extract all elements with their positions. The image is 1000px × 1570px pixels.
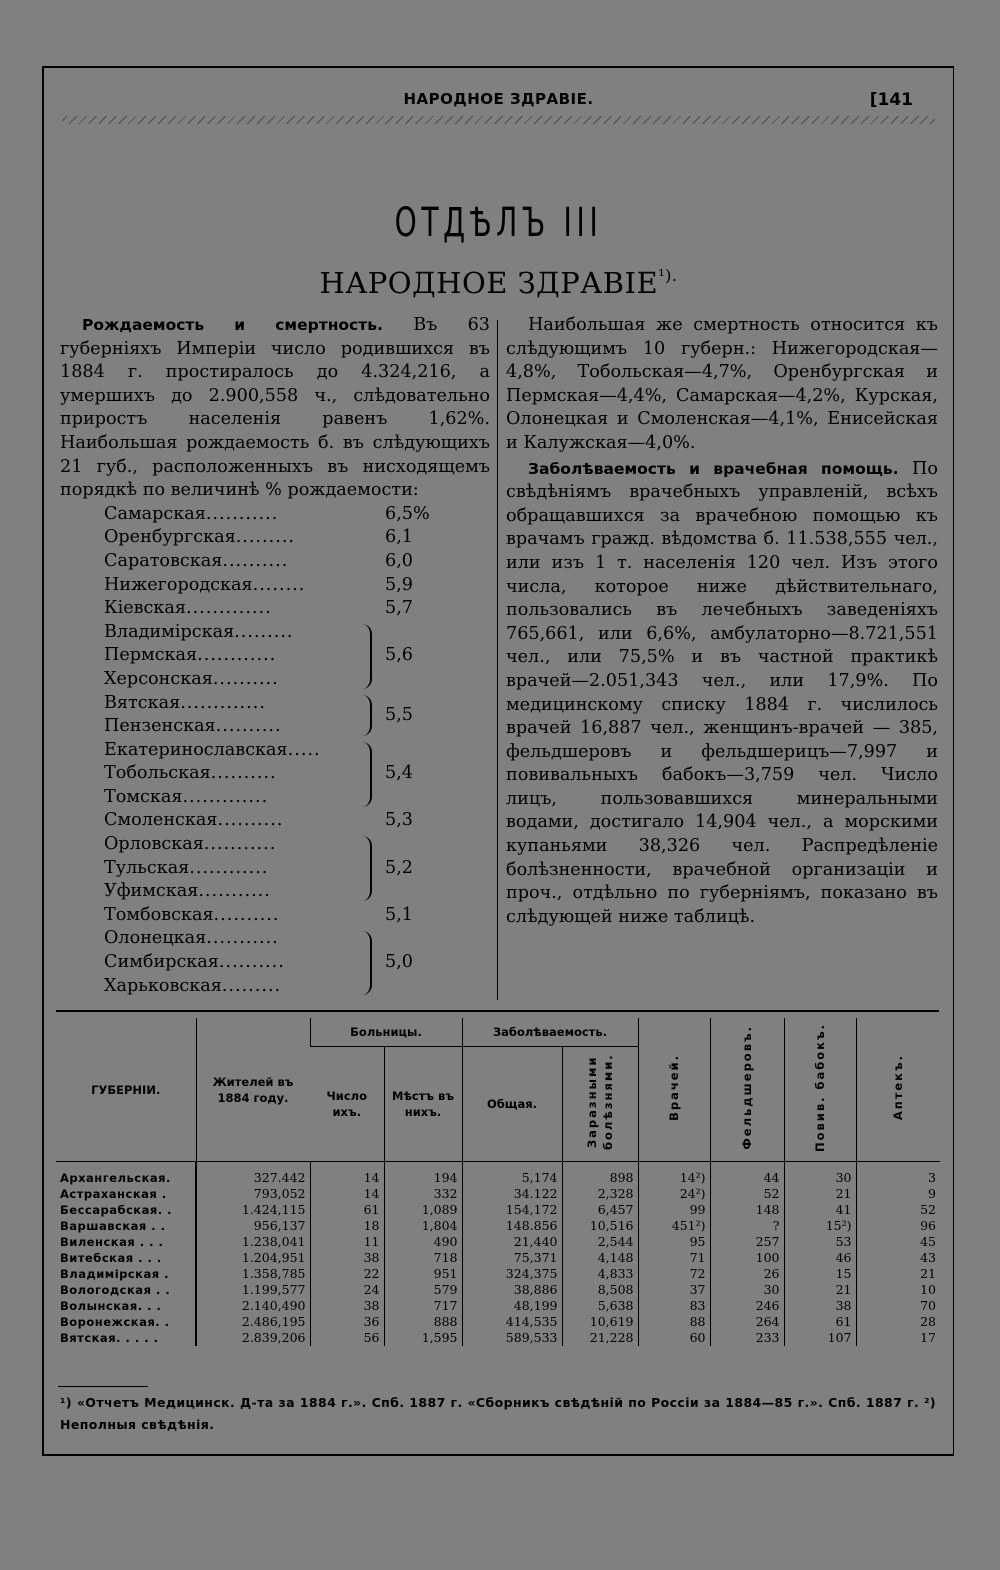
birth-rate-row <box>104 904 434 928</box>
gubernia-entry <box>104 762 277 786</box>
leader-dots: .......... <box>215 716 282 737</box>
gubernia-name: Екатеринославская <box>104 739 288 760</box>
value-cell: 43 <box>856 1250 940 1266</box>
leader-dots: ............ <box>189 857 269 878</box>
value-cell: 332 <box>384 1186 462 1202</box>
value-cell: 956,137 <box>196 1218 310 1234</box>
gubernia-cell: Астраханская . <box>60 1187 167 1201</box>
gubernia-name: Самарская <box>104 503 206 524</box>
table-top-rule <box>56 1010 939 1012</box>
birth-rate-row <box>104 526 434 550</box>
value-cell: 96 <box>856 1218 940 1234</box>
value-cell: 1.358,785 <box>196 1266 310 1282</box>
birth-rate-value: 6,5% <box>385 503 430 524</box>
table-row <box>56 1218 940 1234</box>
leader-dots: .......... <box>222 550 289 571</box>
gubernia-cell: Варшавская . . <box>60 1219 166 1233</box>
value-cell: 15 <box>784 1266 856 1282</box>
value-cell: 70 <box>856 1298 940 1314</box>
value-cell: 2,544 <box>562 1234 638 1250</box>
birth-rate-row <box>104 705 434 739</box>
page-frame <box>42 66 954 1456</box>
birth-rate-value: 5,6 <box>385 645 413 666</box>
gubernia-name: Орловская <box>104 834 204 855</box>
col-feldshers <box>710 1018 784 1162</box>
value-cell: 1,804 <box>384 1218 462 1234</box>
gubernia-entry <box>104 739 321 763</box>
gubernia-cell: Витебская . . . <box>60 1251 162 1265</box>
value-cell: 21,228 <box>562 1330 638 1346</box>
group-brace <box>360 695 372 736</box>
birth-rate-value: 5,0 <box>385 952 413 973</box>
value-cell: 589,533 <box>462 1330 562 1346</box>
gubernia-name: Пермская <box>104 645 198 666</box>
birth-rate-value: 5,7 <box>385 598 413 619</box>
births-deaths-paragraph <box>60 314 490 503</box>
gubernia-name: Харьковская <box>104 975 222 996</box>
value-cell: 21 <box>856 1266 940 1282</box>
value-cell: 21 <box>784 1282 856 1298</box>
leader-dots: .......... <box>218 952 285 973</box>
birth-rate-row <box>104 668 434 692</box>
value-cell: 579 <box>384 1282 462 1298</box>
col-midwives <box>784 1018 856 1162</box>
gubernia-name: Тобольская <box>104 763 211 784</box>
table-row <box>56 1234 940 1250</box>
value-cell: 107 <box>784 1330 856 1346</box>
birth-rate-row <box>104 644 434 668</box>
value-cell: 793,052 <box>196 1186 310 1202</box>
value-cell: 46 <box>784 1250 856 1266</box>
birth-rate-row <box>104 880 434 904</box>
value-cell: 10 <box>856 1282 940 1298</box>
value-cell: 38 <box>784 1298 856 1314</box>
column-divider <box>497 320 498 1000</box>
birth-rate-row <box>104 927 434 951</box>
value-cell: 17 <box>856 1330 940 1346</box>
value-cell: 717 <box>384 1298 462 1314</box>
value-cell: 37 <box>638 1282 710 1298</box>
birth-rate-value: 5,3 <box>385 810 413 831</box>
value-cell: 264 <box>710 1314 784 1330</box>
value-cell: 1.424,115 <box>196 1202 310 1218</box>
value-cell: 951 <box>384 1266 462 1282</box>
gubernia-name: Томская <box>104 786 183 807</box>
col-hosp-count: Число ихъ. <box>326 1089 367 1119</box>
birth-rate-value: 5,1 <box>385 904 413 925</box>
births-deaths-text: Въ 63 губерніяхъ Имперіи число родившихся въ 1884 г. простиралось до 4.324,216, а умершихъ до 2.900,558 ч., слѣдовательно приростъ населенія равенъ 1,62%. Наибольшая рождаемость б. въ слѣдующихъ 21 губ., расположенныхъ въ нисходящемъ порядкѣ по величинѣ % рождаемости: <box>60 315 490 501</box>
value-cell: 246 <box>710 1298 784 1314</box>
value-cell: 148 <box>710 1202 784 1218</box>
value-cell: 2.140,490 <box>196 1298 310 1314</box>
value-cell: 9 <box>856 1186 940 1202</box>
birth-rate-value: 5,5 <box>385 705 413 726</box>
leader-dots: ........ <box>252 574 306 595</box>
value-cell: 72 <box>638 1266 710 1282</box>
birth-rate-row <box>104 833 434 857</box>
leader-dots: ............ <box>197 645 277 666</box>
birth-rate-row <box>104 762 434 786</box>
gubernia-cell: Бессарабская. . <box>60 1203 172 1217</box>
value-cell: 18 <box>310 1218 384 1234</box>
leader-dots: ..... <box>287 739 321 760</box>
gubernia-entry <box>104 833 276 857</box>
group-brace <box>360 931 372 996</box>
value-cell: 898 <box>562 1162 638 1187</box>
birth-rate-value: 6,0 <box>385 550 413 571</box>
table-row <box>56 1250 940 1266</box>
value-cell: 99 <box>638 1202 710 1218</box>
birth-rate-row <box>104 786 434 810</box>
gubernia-entry <box>104 644 276 668</box>
col-hospitals: Больницы. <box>310 1018 462 1047</box>
col-morb-total: Общая. <box>462 1047 562 1162</box>
col-gubernia: ГУБЕРНІИ. <box>91 1082 161 1097</box>
birth-rate-row <box>104 857 434 881</box>
footnote-rule <box>58 1386 148 1387</box>
gubernia-name: Оренбургская <box>104 527 236 548</box>
leader-dots: ............. <box>186 598 272 619</box>
value-cell: 60 <box>638 1330 710 1346</box>
gubernia-cell: Волынская. . . <box>60 1299 162 1313</box>
gubernia-entry <box>104 526 295 550</box>
value-cell: 3 <box>856 1162 940 1187</box>
birth-rate-row <box>104 809 434 833</box>
leader-dots: .......... <box>213 904 280 925</box>
birth-rate-row <box>104 503 434 527</box>
col-midwives-label: Повив. бабокъ. <box>813 1022 827 1153</box>
value-cell: 1.238,041 <box>196 1234 310 1250</box>
table-body <box>56 1162 940 1347</box>
value-cell: 324,375 <box>462 1266 562 1282</box>
value-cell: 36 <box>310 1314 384 1330</box>
gubernia-entry <box>104 927 279 951</box>
gubernia-entry <box>104 550 288 574</box>
birth-rate-row <box>104 739 434 763</box>
value-cell: 48,199 <box>462 1298 562 1314</box>
chapter-title-text: НАРОДНОЕ ЗДРАВІЕ <box>319 266 659 300</box>
value-cell: 148.856 <box>462 1218 562 1234</box>
value-cell: 233 <box>710 1330 784 1346</box>
birth-rate-row <box>104 574 434 598</box>
chapter-note-mark: ¹). <box>658 266 678 285</box>
mortality-paragraph: Наибольшая же смертность относится къ слѣдующимъ 10 губерн.: Нижегородская—4,8%, Тобольская—4,7%, Оренбургская и Пермская—4,4%, Самарская—4,2%, Курская, Олонецкая и Смоленская—4,1%, Енисейская и Калужская—4,0%. <box>506 315 938 453</box>
leader-dots: ............. <box>180 692 266 713</box>
gubernia-entry <box>104 951 285 975</box>
value-cell: 14 <box>310 1162 384 1187</box>
value-cell: 21 <box>784 1186 856 1202</box>
col-morbidity: Заболѣваемость. <box>462 1018 638 1047</box>
group-brace <box>360 836 372 901</box>
wavy-divider <box>62 116 935 124</box>
table-row <box>56 1298 940 1314</box>
value-cell: 71 <box>638 1250 710 1266</box>
leader-dots: ........... <box>206 928 279 949</box>
col-doctors <box>638 1018 710 1162</box>
col-morb-contagious <box>562 1047 638 1162</box>
gubernia-entry <box>104 503 278 527</box>
value-cell: 2,328 <box>562 1186 638 1202</box>
birth-rate-row <box>104 951 434 975</box>
value-cell: 100 <box>710 1250 784 1266</box>
value-cell: 1,595 <box>384 1330 462 1346</box>
birth-rate-value: 5,2 <box>385 857 413 878</box>
gubernia-name: Нижегородская <box>104 574 253 595</box>
gubernia-entry <box>104 809 283 833</box>
col-morb-contagious-label: Заразными болѣзнями. <box>585 1053 615 1151</box>
group-brace <box>360 742 372 807</box>
col-feldshers-label: Фельдшеровъ. <box>740 1025 754 1150</box>
value-cell: 38,886 <box>462 1282 562 1298</box>
births-deaths-heading: Рождаемость и смертность. <box>82 316 383 334</box>
value-cell: 257 <box>710 1234 784 1250</box>
gubernia-entry <box>104 668 279 692</box>
value-cell: 52 <box>856 1202 940 1218</box>
morbidity-heading: Заболѣваемость и врачебная помощь. <box>528 459 899 478</box>
gubernia-entry <box>104 786 268 810</box>
col-pharmacies-label: Аптекъ. <box>891 1054 906 1121</box>
gubernia-name: Уфимская <box>104 881 199 902</box>
value-cell: 95 <box>638 1234 710 1250</box>
morbidity-text: По свѣдѣніямъ врачебныхъ управленій, всѣхъ обращавшихся за врачебною помощью къ врачамъ гражд. вѣдомства б. 11.538,555 чел., или изъ 1 т. населенія 120 чел. Изъ этого числа, которое ниже дѣйствительнаго, пользовались въ лечебныхъ заведеніяхъ 765,661, или 6,6%, амбулаторно—8.721,551 чел., или 75,5% и въ частной практикѣ врачей—2.051,343 чел., или 17,9%. По медицинскому списку 1884 г. числилось врачей 16,887 чел., женщинъ-врачей — 385, фельдшеровъ и фельдшерицъ—7,997 и повивальныхъ бабокъ—3,759 чел. Число лицъ, пользовавшихся минеральными водами, достигало 14,904 чел., а морскими купаньями 38,326 чел. Распредѣленіе болѣзненности, врачебной организаціи и проч., отдѣльно по губерніямъ, показано въ слѣдующей ниже таблицѣ. <box>506 458 938 927</box>
value-cell: 44 <box>710 1162 784 1187</box>
value-cell: 15²) <box>784 1218 856 1234</box>
col-hosp-places: Мѣстъ въ нихъ. <box>384 1047 462 1162</box>
leader-dots: ........... <box>198 881 271 902</box>
leader-dots: ............. <box>182 786 269 807</box>
value-cell: 4,148 <box>562 1250 638 1266</box>
col-residents: Жителей въ 1884 году. <box>196 1018 310 1162</box>
value-cell: 8,508 <box>562 1282 638 1298</box>
value-cell: 52 <box>710 1186 784 1202</box>
leader-dots: ......... <box>234 621 294 642</box>
chapter-title <box>44 266 953 300</box>
value-cell: 83 <box>638 1298 710 1314</box>
value-cell: 26 <box>710 1266 784 1282</box>
value-cell: 22 <box>310 1266 384 1282</box>
gubernia-entry <box>104 597 272 621</box>
value-cell: 327.442 <box>196 1162 310 1187</box>
value-cell: 61 <box>784 1314 856 1330</box>
value-cell: 38 <box>310 1298 384 1314</box>
value-cell: 21,440 <box>462 1234 562 1250</box>
value-cell: 490 <box>384 1234 462 1250</box>
value-cell: 24²) <box>638 1186 710 1202</box>
birth-rate-value: 6,1 <box>385 527 413 548</box>
value-cell: 718 <box>384 1250 462 1266</box>
value-cell: 30 <box>784 1162 856 1187</box>
gubernia-cell: Вятская. . . . . <box>60 1331 159 1345</box>
gubernia-cell: Воронежская. . <box>60 1315 170 1329</box>
gubernia-name: Олонецкая <box>104 928 207 949</box>
gubernia-entry <box>104 975 281 999</box>
value-cell: 24 <box>310 1282 384 1298</box>
value-cell: 2.486,195 <box>196 1314 310 1330</box>
value-cell: 1.204,951 <box>196 1250 310 1266</box>
left-column <box>60 314 490 998</box>
gubernia-name: Кіевская <box>104 598 186 619</box>
birth-rate-row <box>104 597 434 621</box>
leader-dots: .......... <box>217 810 284 831</box>
leader-dots: ......... <box>221 975 282 996</box>
value-cell: 41 <box>784 1202 856 1218</box>
right-column <box>506 314 938 929</box>
value-cell: 1,089 <box>384 1202 462 1218</box>
value-cell: 11 <box>310 1234 384 1250</box>
gubernia-name: Саратовская <box>104 550 223 571</box>
gubernia-cell: Вологодская . . <box>60 1283 171 1297</box>
gubernia-cell: Архангельская. <box>60 1171 171 1185</box>
gubernia-name: Смоленская <box>104 810 218 831</box>
group-brace <box>360 624 372 689</box>
col-pharmacies <box>856 1018 940 1162</box>
gubernia-entry <box>104 857 268 881</box>
table-row <box>56 1186 940 1202</box>
value-cell: 4,833 <box>562 1266 638 1282</box>
value-cell: 414,535 <box>462 1314 562 1330</box>
value-cell: 10,619 <box>562 1314 638 1330</box>
gubernia-entry <box>104 692 266 716</box>
table-row <box>56 1266 940 1282</box>
value-cell: 5,174 <box>462 1162 562 1187</box>
table-row <box>56 1202 940 1218</box>
leader-dots: ......... <box>235 527 296 548</box>
morbidity-paragraph <box>506 458 938 930</box>
value-cell: 6,457 <box>562 1202 638 1218</box>
value-cell: 38 <box>310 1250 384 1266</box>
value-cell: 75,371 <box>462 1250 562 1266</box>
birth-rate-value: 5,4 <box>385 763 413 784</box>
table-row <box>56 1314 940 1330</box>
gubernia-entry <box>104 880 271 904</box>
leader-dots: .......... <box>212 668 279 689</box>
value-cell: 88 <box>638 1314 710 1330</box>
birth-rate-row <box>104 550 434 574</box>
value-cell: 888 <box>384 1314 462 1330</box>
gubernia-name: Тульская <box>104 857 190 878</box>
value-cell: 56 <box>310 1330 384 1346</box>
value-cell: 34.122 <box>462 1186 562 1202</box>
leader-dots: ........... <box>205 503 279 524</box>
gubernia-entry <box>104 715 282 739</box>
value-cell: 154,172 <box>462 1202 562 1218</box>
gubernia-entry <box>104 904 279 928</box>
value-cell: 10,516 <box>562 1218 638 1234</box>
section-title: ОТДѢЛЪ III <box>394 200 603 246</box>
running-title: НАРОДНОЕ ЗДРАВІЕ. <box>403 90 594 108</box>
gubernia-entry <box>104 621 294 645</box>
value-cell: 61 <box>310 1202 384 1218</box>
birth-rate-row <box>104 621 434 645</box>
value-cell: 1.199,577 <box>196 1282 310 1298</box>
gubernia-name: Томбовская <box>104 904 214 925</box>
table-row <box>56 1330 940 1346</box>
gubernia-name: Владимірская <box>104 621 235 642</box>
leader-dots: ........... <box>203 834 277 855</box>
value-cell: 2.839,206 <box>196 1330 310 1346</box>
value-cell: 53 <box>784 1234 856 1250</box>
birth-rate-value: 5,9 <box>385 574 413 595</box>
value-cell: 14²) <box>638 1162 710 1187</box>
footnote: ¹) «Отчетъ Медицинск. Д-та за 1884 г.». Спб. 1887 г. «Сборникъ свѣдѣній по Россіи за 1884—85 г.». Спб. 1887 г. ²) Неполныя свѣдѣнія. <box>60 1395 936 1432</box>
value-cell: ? <box>710 1218 784 1234</box>
table-row <box>56 1162 940 1187</box>
gubernia-name: Херсонская <box>104 668 213 689</box>
leader-dots: .......... <box>210 763 277 784</box>
value-cell: 5,638 <box>562 1298 638 1314</box>
value-cell: 451²) <box>638 1218 710 1234</box>
value-cell: 14 <box>310 1186 384 1202</box>
table-row <box>56 1282 940 1298</box>
birth-rate-list <box>104 503 434 998</box>
value-cell: 28 <box>856 1314 940 1330</box>
value-cell: 45 <box>856 1234 940 1250</box>
birth-rate-row <box>104 975 434 999</box>
running-head <box>44 90 953 114</box>
gubernia-name: Вятская <box>104 692 181 713</box>
page-number: [141 <box>869 90 913 110</box>
value-cell: 30 <box>710 1282 784 1298</box>
gubernia-cell: Владимірская . <box>60 1267 170 1281</box>
gubernia-entry <box>104 574 305 598</box>
col-doctors-label: Врачей. <box>667 1054 681 1121</box>
gubernia-cell: Виленская . . . <box>60 1235 164 1249</box>
gubernia-name: Симбирская <box>104 952 219 973</box>
gubernia-stats-table <box>56 1018 940 1346</box>
gubernia-name: Пензенская <box>104 716 216 737</box>
value-cell: 194 <box>384 1162 462 1187</box>
